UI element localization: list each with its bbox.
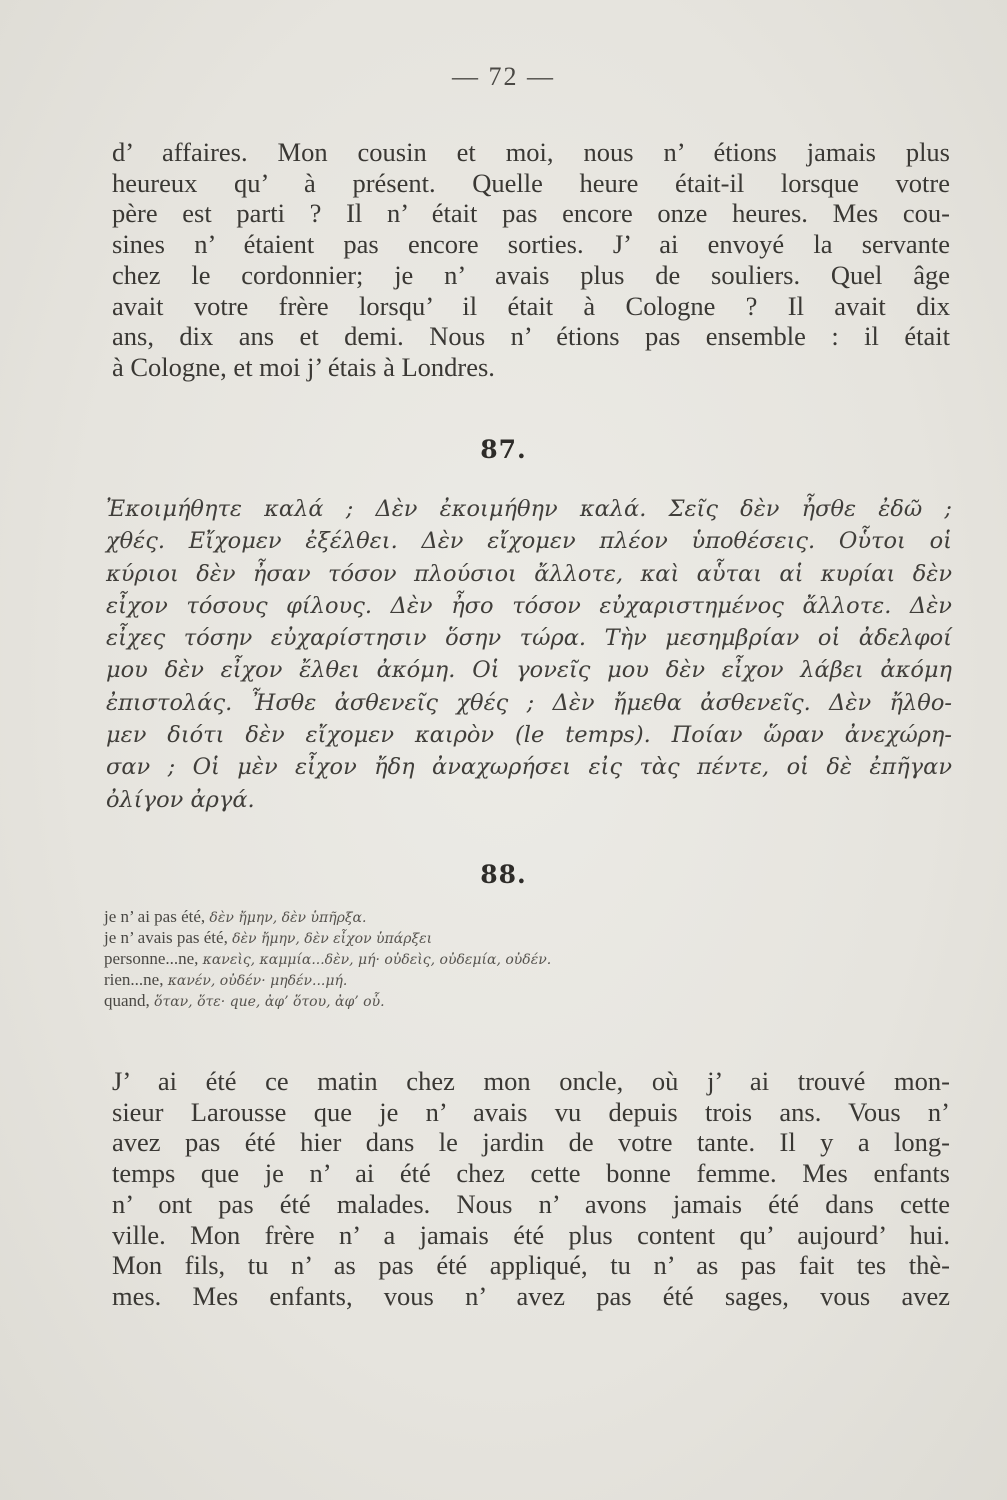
text-line: μου δὲν εἶχον ἔλθει ἀκόμη. Οἱ γονεῖς μου δὲν εἶχον λάβει ἀκόμη <box>106 657 952 684</box>
vocabulary-entry <box>104 928 944 949</box>
text-line: σαν ; Οἱ μὲν εἶχον ἤδη ἀναχωρήσει εἰς τὰς πέντε, οἱ δὲ ἐπῆγαν <box>106 754 952 781</box>
text-line: ville. Mon frère n’ a jamais été plus content qu’ aujourd’ hui. <box>112 1219 950 1250</box>
text-line: Ἐκοιμήθητε καλά ; Δὲν ἐκοιμήθην καλά. Σεῖς δὲν ἦσθε ἐδῶ ; <box>106 496 952 522</box>
paragraph-french-2 <box>112 1066 950 1312</box>
vocabulary-greek: κανεὶς, καμμία...δὲν, μή· οὐδεὶς, οὐδεμία, οὐδέν. <box>202 952 552 968</box>
text-line: ἐπιστολάς. Ἦσθε ἀσθενεῖς χθές ; Δὲν ἤμεθα ἀσθενεῖς. Δὲν ἤλθο- <box>106 689 952 716</box>
text-line: d’ affaires. Mon cousin et moi, nous n’ étions jamais plus <box>112 137 950 167</box>
text-line: chez le cordonnier; je n’ avais plus de souliers. Quel âge <box>112 259 950 290</box>
text-line: temps que je n’ ai été chez cette bonne femme. Mes enfants <box>112 1158 950 1189</box>
text-line: père est parti ? Il n’ était pas encore onze heures. Mes cou- <box>112 198 950 229</box>
vocabulary-french: je n’ avais pas été, <box>104 928 228 947</box>
vocabulary-entry <box>104 949 944 970</box>
vocabulary-greek: ὅταν, ὅτε· que, ἀφ’ ὅτου, ἀφ’ οὗ. <box>154 994 385 1010</box>
text-line: sieur Larousse que je n’ avais vu depuis trois ans. Vous n’ <box>112 1096 950 1127</box>
vocabulary-entry <box>104 991 944 1012</box>
vocabulary-french: je n’ ai pas été, <box>104 907 206 926</box>
paragraph-greek-exercise <box>106 493 952 816</box>
text-line: à Cologne, et moi j’ étais à Londres. <box>112 351 495 382</box>
vocabulary-entry <box>104 970 944 991</box>
vocabulary-entry <box>104 907 944 928</box>
section-number-87: 87. <box>480 435 527 464</box>
vocabulary-french: rien...ne, <box>104 970 164 989</box>
text-line: ὀλίγον ἀργά. <box>106 786 255 813</box>
vocabulary-french: personne...ne, <box>104 949 199 968</box>
text-line: sines n’ étaient pas encore sorties. J’ ai envoyé la servante <box>112 229 950 260</box>
text-line: ans, dix ans et demi. Nous n’ étions pas ensemble : il était <box>112 321 950 352</box>
text-line: J’ ai été ce matin chez mon oncle, où j’ ai trouvé mon- <box>112 1066 950 1096</box>
text-line: κύριοι δὲν ἦσαν τόσον πλούσιοι ἄλλοτε, καὶ αὗται αἱ κυρίαι δὲν <box>106 560 952 587</box>
text-line: heureux qu’ à présent. Quelle heure était-il lorsque votre <box>112 167 950 198</box>
vocabulary-greek: κανέν, οὐδέν· μηδέν...μή. <box>167 973 348 989</box>
vocabulary-french: quand, <box>104 991 150 1010</box>
text-line: n’ ont pas été malades. Nous n’ avons jamais été dans cette <box>112 1188 950 1219</box>
section-number-88: 88. <box>480 860 527 889</box>
text-line: avez pas été hier dans le jardin de votre tante. Il y a long- <box>112 1127 950 1158</box>
vocabulary-list <box>104 907 944 1012</box>
vocabulary-greek: δὲν ἤμην, δὲν ὑπῆρξα. <box>209 910 367 926</box>
text-line: avait votre frère lorsqu’ il était à Cologne ? Il avait dix <box>112 290 950 321</box>
paragraph-french-1 <box>112 137 950 383</box>
text-line: Mon fils, tu n’ as pas été appliqué, tu n’ as pas fait tes thè- <box>112 1250 950 1281</box>
text-line: mes. Mes enfants, vous n’ avez pas été sages, vous avez <box>112 1280 950 1311</box>
text-line: χθές. Εἴχομεν ἐξέλθει. Δὲν εἴχομεν πλέον ὑποθέσεις. Οὗτοι οἱ <box>106 528 952 555</box>
vocabulary-greek: δὲν ἤμην, δὲν εἶχον ὑπάρξει <box>232 931 433 947</box>
text-line: μεν διότι δὲν εἴχομεν καιρὸν (le temps). Ποίαν ὥραν ἀνεχώρη- <box>106 722 952 749</box>
text-line: εἶχες τόσην εὐχαρίστησιν ὅσην τώρα. Τὴν μεσημβρίαν οἱ ἀδελφοί <box>106 625 952 652</box>
text-line: εἶχον τόσους φίλους. Δὲν ἦσο τόσον εὐχαριστημένος ἄλλοτε. Δὲν <box>106 592 952 619</box>
page-number: — 72 — <box>452 62 555 91</box>
